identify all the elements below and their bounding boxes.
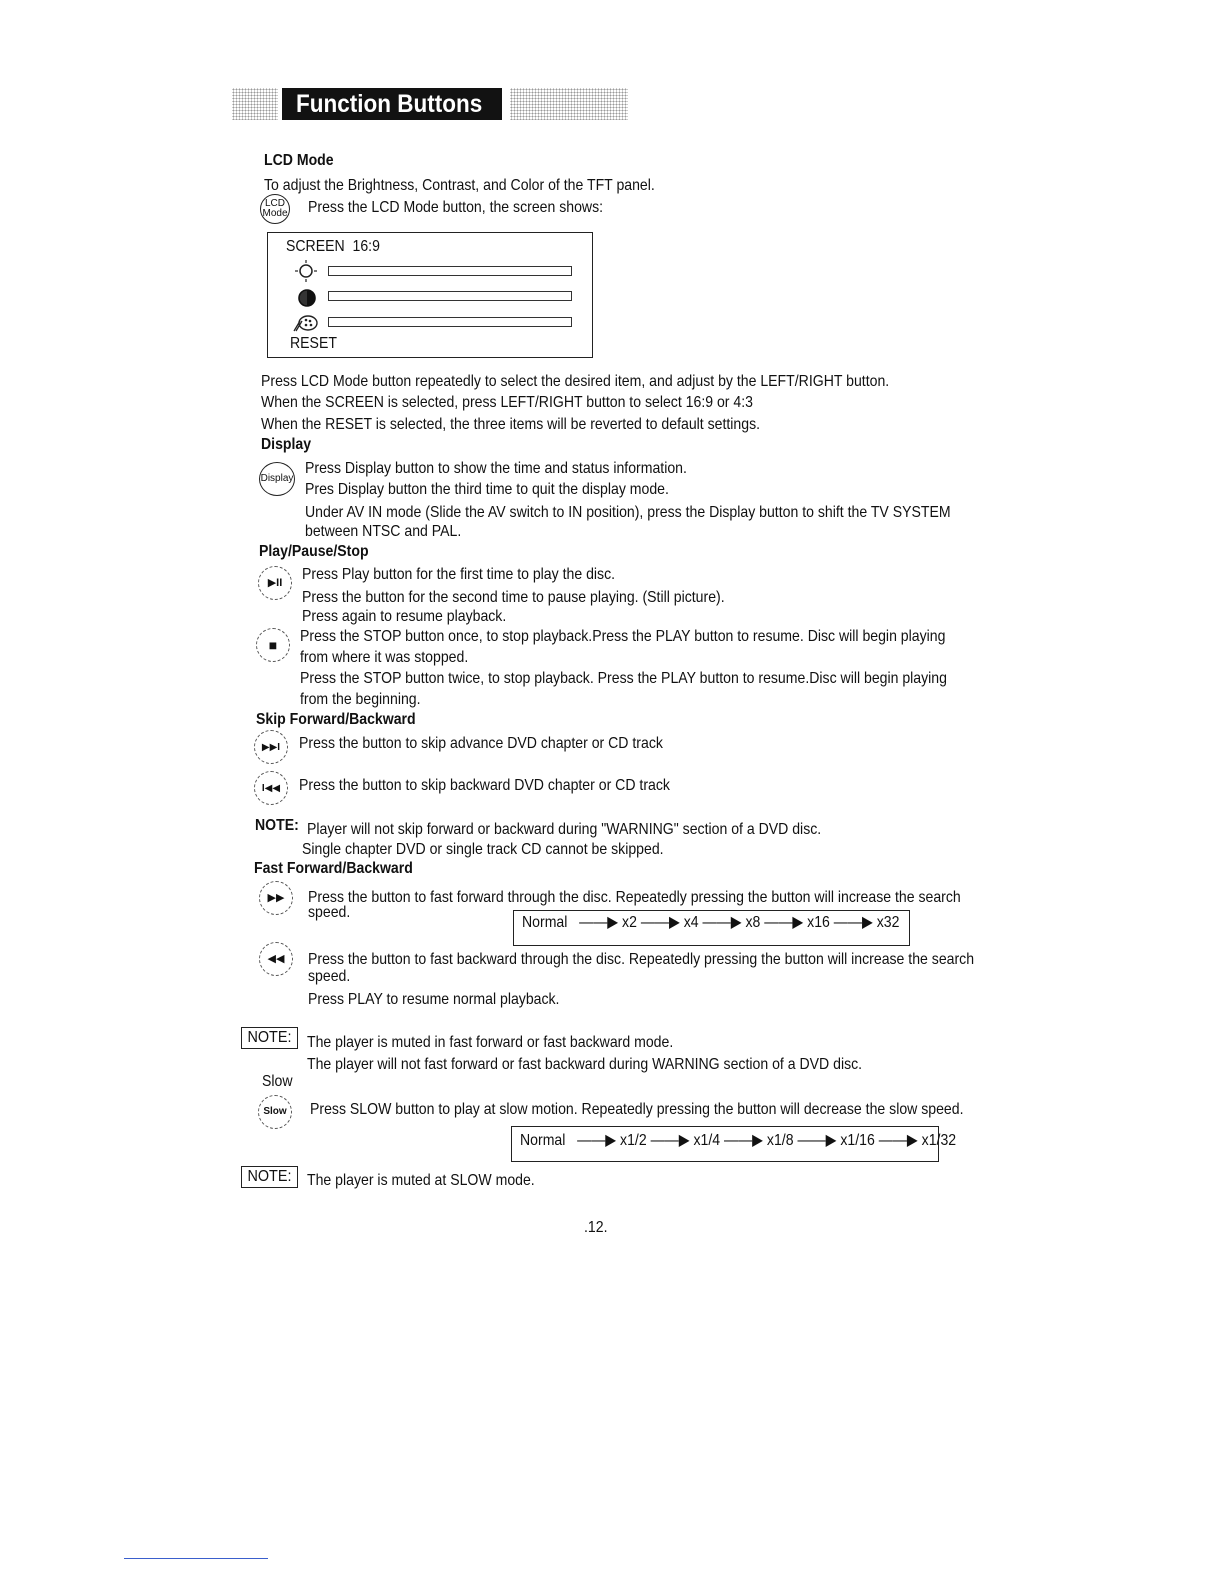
fast-note-1: The player is muted in fast forward or fast backward mode. xyxy=(307,1034,674,1051)
speed-x32: x32 xyxy=(876,914,900,931)
arrow-icon: ——▶ xyxy=(650,1132,690,1149)
stop-icon: ■ xyxy=(256,628,290,662)
play-line-2: Press the button for the second time to pause playing. (Still picture). xyxy=(302,589,725,606)
arrow-icon: ——▶ xyxy=(640,914,680,931)
play-line-1: Press Play button for the first time to play the disc. xyxy=(302,566,616,583)
speed-x1-8: x1/8 xyxy=(766,1132,794,1149)
play-line-5: from where it was stopped. xyxy=(300,649,469,666)
play-line-7: from the beginning. xyxy=(300,691,421,708)
fast-forward-text: Press the button to fast forward through the disc. Repeatedly pressing the button will increase the search xyxy=(308,889,961,906)
skip-backward-text: Press the button to skip backward DVD chapter or CD track xyxy=(299,777,670,794)
bottom-rule xyxy=(124,1558,268,1559)
fast-backward-text-2: speed. xyxy=(308,968,351,985)
slow-note: The player is muted at SLOW mode. xyxy=(307,1172,535,1189)
speed-x1-16: x1/16 xyxy=(840,1132,875,1149)
lcd-press-text: Press the LCD Mode button, the screen shows: xyxy=(308,199,604,216)
contrast-icon xyxy=(296,287,318,309)
page-number: .12. xyxy=(584,1219,608,1236)
lcd-para-3: When the RESET is selected, the three items will be reverted to default settings. xyxy=(261,416,761,433)
play-line-6: Press the STOP button twice, to stop playback. Press the PLAY button to resume.Disc will begin playing xyxy=(300,670,947,687)
slow-button-icon: Slow xyxy=(258,1095,292,1129)
lcd-intro: To adjust the Brightness, Contrast, and Color of the TFT panel. xyxy=(264,177,655,194)
play-pause-icon: ▶II xyxy=(258,566,292,600)
skip-forward-icon: ▶▶I xyxy=(254,730,288,764)
fast-heading: Fast Forward/Backward xyxy=(254,860,413,877)
slow-note-box: NOTE: xyxy=(241,1166,298,1188)
fast-backward-icon: ◀◀ xyxy=(259,942,293,976)
display-line-2: Pres Display button the third time to quit the display mode. xyxy=(305,481,669,498)
fast-note-box: NOTE: xyxy=(241,1027,298,1049)
arrow-icon: ——▶ xyxy=(724,1132,764,1149)
speed-x4: x4 xyxy=(683,914,699,931)
lcd-mode-button-icon: LCD Mode xyxy=(260,194,290,224)
skip-heading: Skip Forward/Backward xyxy=(256,711,416,728)
display-line-3: Under AV IN mode (Slide the AV switch to IN position), press the Display button to shift the TV SYSTEM xyxy=(305,504,951,521)
speed-x1-2: x1/2 xyxy=(620,1132,647,1149)
display-button-icon: Display xyxy=(259,462,295,496)
header-dots-right xyxy=(510,88,628,120)
speed-x8: x8 xyxy=(745,914,761,931)
skip-note-1: Player will not skip forward or backward during "WARNING" section of a DVD disc. xyxy=(307,821,822,838)
lcd-para-1: Press LCD Mode button repeatedly to select the desired item, and adjust by the LEFT/RIGHT button. xyxy=(261,373,890,390)
arrow-icon: ——▶ xyxy=(878,1132,918,1149)
lcd-menu-screen xyxy=(267,232,593,358)
display-heading: Display xyxy=(261,436,312,453)
speed-x1-32: x1/32 xyxy=(921,1132,957,1149)
arrow-icon: ——▶ xyxy=(702,914,742,931)
fast-forward-text-2: speed. xyxy=(308,904,351,921)
speed-x1-4: x1/4 xyxy=(693,1132,721,1149)
arrow-icon: ——▶ xyxy=(797,1132,837,1149)
fast-forward-icon: ▶▶ xyxy=(259,881,293,915)
slow-text: Press SLOW button to play at slow motion. Repeatedly pressing the button will decrease the slow speed. xyxy=(310,1101,964,1118)
contrast-slider xyxy=(328,291,572,301)
slow-heading: Slow xyxy=(262,1073,293,1090)
play-line-4: Press the STOP button once, to stop playback.Press the PLAY button to resume. Disc will begin playing xyxy=(300,628,946,645)
lcd-mode-heading: LCD Mode xyxy=(264,152,334,169)
reset-label: RESET xyxy=(290,335,337,352)
brightness-slider xyxy=(328,266,572,276)
skip-note-label: NOTE: xyxy=(255,817,299,834)
header-dots-left xyxy=(232,88,278,120)
skip-forward-text: Press the button to skip advance DVD chapter or CD track xyxy=(299,735,663,752)
arrow-icon: ——▶ xyxy=(833,914,873,931)
display-line-1: Press Display button to show the time and status information. xyxy=(305,460,687,477)
arrow-icon: ——▶ xyxy=(571,914,619,931)
skip-note-2: Single chapter DVD or single track CD cannot be skipped. xyxy=(302,841,664,858)
arrow-icon: ——▶ xyxy=(569,1132,617,1149)
page-title: Function Buttons xyxy=(282,88,502,120)
slow-speed-sequence xyxy=(511,1126,957,1162)
color-slider xyxy=(328,317,572,327)
play-heading: Play/Pause/Stop xyxy=(259,543,369,560)
speed-x2: x2 xyxy=(622,914,637,931)
brightness-icon xyxy=(294,259,318,283)
fast-speed-sequence xyxy=(513,910,910,946)
speed-normal: Normal xyxy=(520,1132,566,1149)
display-line-4: between NTSC and PAL. xyxy=(305,523,462,540)
fast-note-2: The player will not fast forward or fast backward during WARNING section of a DVD disc. xyxy=(307,1056,863,1073)
color-palette-icon xyxy=(290,311,320,335)
speed-normal: Normal xyxy=(522,914,568,931)
screen-label: SCREEN 16:9 xyxy=(286,238,380,255)
fast-backward-text: Press the button to fast backward through the disc. Repeatedly pressing the button will increase the search xyxy=(308,951,975,968)
play-line-3: Press again to resume playback. xyxy=(302,608,507,625)
speed-x16: x16 xyxy=(807,914,830,931)
skip-backward-icon: I◀◀ xyxy=(254,771,288,805)
fast-resume-text: Press PLAY to resume normal playback. xyxy=(308,991,560,1008)
lcd-para-2: When the SCREEN is selected, press LEFT/RIGHT button to select 16:9 or 4:3 xyxy=(261,394,753,411)
arrow-icon: ——▶ xyxy=(764,914,804,931)
